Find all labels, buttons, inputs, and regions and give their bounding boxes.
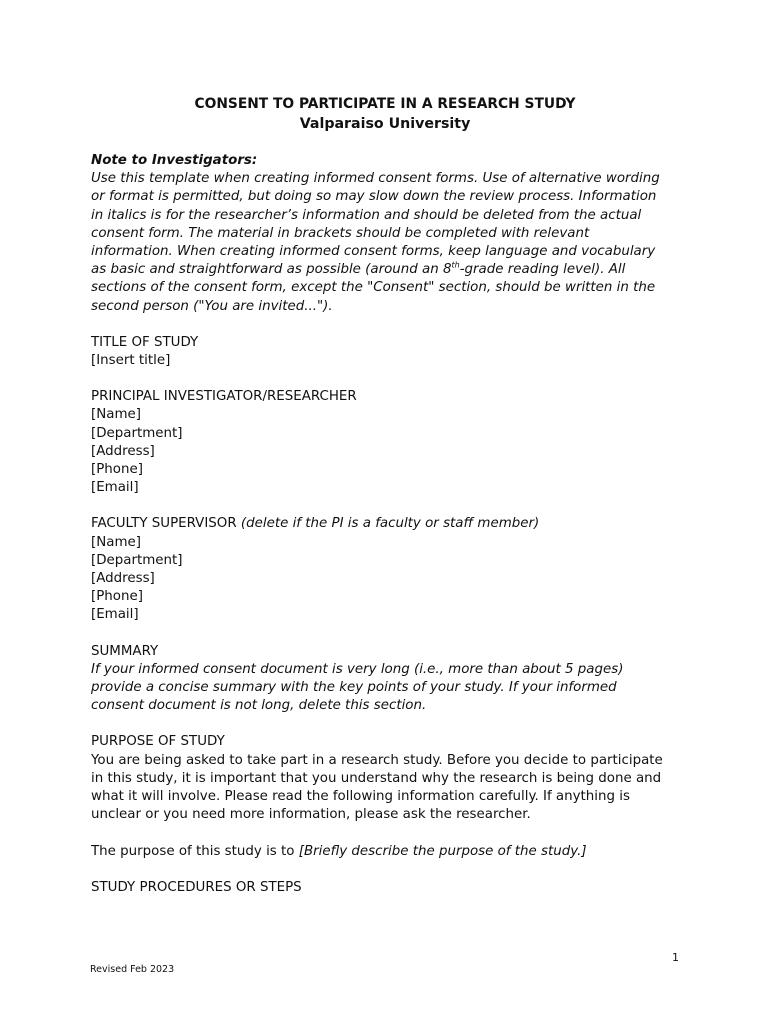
document-content [91, 94, 691, 897]
note-line: or format is permitted, but doing so may slow down the review process. Information [91, 189, 657, 205]
summary-line: consent document is not long, delete this section. [91, 698, 427, 714]
note-line-part: as basic and straightforward as possible (around an 8 [91, 262, 452, 278]
supervisor-address-field: [Address] [91, 571, 155, 587]
document-title: CONSENT TO PARTICIPATE IN A RESEARCH STUDY [194, 96, 576, 112]
summary-line: If your informed consent document is very long (i.e., more than about 5 pages) [91, 661, 624, 677]
section-heading: TITLE OF STUDY [91, 334, 199, 350]
pi-department-field: [Department] [91, 425, 183, 441]
supervisor-department-field: [Department] [91, 552, 183, 568]
institution-name: Valparaiso University [299, 116, 471, 132]
pi-email-field: [Email] [91, 480, 139, 496]
faculty-supervisor-section [91, 515, 691, 624]
section-heading-row [91, 515, 691, 533]
supervisor-phone-field: [Phone] [91, 589, 143, 605]
note-line: in italics is for the researcher’s information and should be deleted from the actual [91, 207, 642, 223]
note-line [91, 261, 691, 279]
section-heading: PRINCIPAL INVESTIGATOR/RESEARCHER [91, 389, 357, 405]
note-body [91, 170, 691, 316]
note-line: second person ("You are invited..."). [91, 298, 333, 314]
note-line: consent form. The material in brackets should be completed with relevant [91, 225, 590, 241]
note-line: sections of the consent form, except the "Consent" section, should be written in the [91, 280, 656, 296]
title-placeholder: [Insert title] [91, 353, 171, 369]
summary-section [91, 643, 691, 716]
section-heading: PURPOSE OF STUDY [91, 734, 225, 750]
title-block [91, 94, 679, 134]
pi-name-field: [Name] [91, 407, 141, 423]
purpose-statement [91, 843, 691, 861]
procedures-heading: STUDY PROCEDURES OR STEPS [91, 879, 302, 895]
pi-phone-field: [Phone] [91, 462, 143, 478]
purpose-placeholder: [Briefly describe the purpose of the study.] [298, 843, 587, 859]
note-line-part: -grade reading level). All [459, 262, 626, 278]
supervisor-email-field: [Email] [91, 607, 139, 623]
purpose-line: You are being asked to take part in a research study. Before you decide to participate [91, 752, 663, 768]
section-heading: FACULTY SUPERVISOR [91, 516, 237, 532]
principal-investigator-section [91, 388, 691, 497]
summary-line: provide a concise summary with the key points of your study. If your informed [91, 680, 617, 696]
section-heading: SUMMARY [91, 643, 159, 659]
supervisor-note: (delete if the PI is a faculty or staff member) [240, 516, 540, 532]
note-line: information. When creating informed consent forms, keep language and vocabulary [91, 244, 656, 260]
title-of-study-section [91, 334, 691, 370]
note-heading: Note to Investigators: [91, 153, 258, 168]
note-line: Use this template when creating informed consent forms. Use of alternative wording [91, 171, 660, 187]
purpose-section [91, 733, 691, 824]
page-number: 1 [672, 951, 679, 964]
purpose-line: what it will involve. Please read the following information carefully. If anything is [91, 789, 630, 805]
purpose-lead: The purpose of this study is to [91, 843, 299, 859]
ordinal-suffix: th [451, 260, 460, 270]
revision-footer: Revised Feb 2023 [90, 964, 175, 975]
pi-address-field: [Address] [91, 443, 155, 459]
purpose-line: in this study, it is important that you understand why the research is being done and [91, 770, 662, 786]
purpose-line: unclear or you need more information, please ask the researcher. [91, 807, 531, 823]
supervisor-name-field: [Name] [91, 534, 141, 550]
